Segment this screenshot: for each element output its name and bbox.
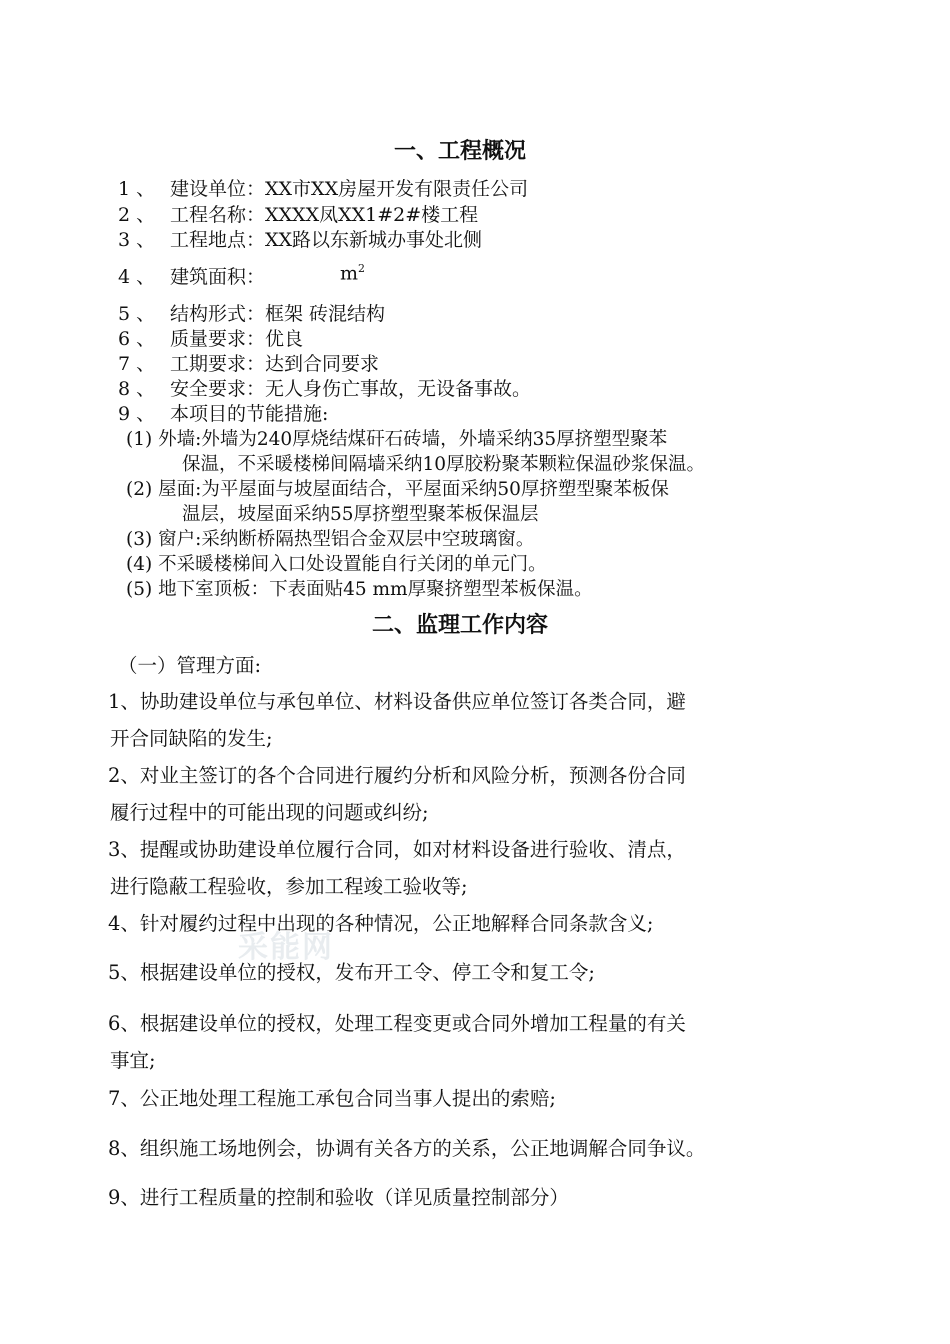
area-unit-base: m [340, 262, 359, 285]
content-paragraph: 3、提醒或协助建设单位履行合同，如对材料设备进行验收、清点， [108, 838, 686, 861]
item-number: 4 、 [118, 266, 156, 288]
measure-line: (2) 屋面:为平屋面与坡屋面结合，平屋面采纳50厚挤塑型聚苯板保 [126, 479, 669, 500]
content-paragraph: 9、进行工程质量的控制和验收（详见质量控制部分） [108, 1186, 569, 1209]
section-1-title: 一、工程概况 [393, 139, 526, 164]
content-paragraph: 7、公正地处理工程施工承包合同当事人提出的索赔; [108, 1087, 556, 1110]
item-text: 安全要求：无人身伤亡事故，无设备事故。 [170, 378, 532, 400]
content-paragraph: 4、针对履约过程中出现的各种情况，公正地解释合同条款含义; [108, 912, 654, 935]
measure-line: (1) 外墙:外墙为240厚烧结煤矸石砖墙，外墙采纳35厚挤塑型聚苯 [126, 429, 668, 450]
measure-line: (4) 不采暖楼梯间入口处设置能自行关闭的单元门。 [126, 554, 547, 575]
measure-line: (5) 地下室顶板：下表面贴45 mm厚聚挤塑型苯板保温。 [126, 579, 593, 600]
item-text: 质量要求：优良 [170, 328, 304, 350]
section-2-title: 二、监理工作内容 [371, 613, 548, 638]
item-number: 7 、 [118, 353, 156, 375]
measure-line: 温层，坡屋面采纳55厚挤塑型聚苯板保温层 [182, 504, 539, 525]
item-number: 5 、 [118, 303, 156, 325]
item-text: 工程地点：XX路以东新城办事处北侧 [170, 229, 483, 251]
item-number: 6 、 [118, 328, 156, 350]
item-number: 3 、 [118, 229, 156, 251]
item-text: 结构形式：框架 砖混结构 [170, 303, 386, 325]
content-paragraph: 事宜; [110, 1049, 156, 1072]
content-paragraph: 开合同缺陷的发生; [110, 727, 273, 750]
area-unit [340, 262, 365, 284]
item-number: 2 、 [118, 204, 156, 226]
measure-line: (3) 窗户:采纳断桥隔热型铝合金双层中空玻璃窗。 [126, 529, 535, 550]
content-paragraph: 1、协助建设单位与承包单位、材料设备供应单位签订各类合同，避 [108, 690, 686, 713]
area-unit-exponent: 2 [358, 262, 366, 275]
item-number: 1 、 [118, 178, 156, 200]
content-paragraph: 5、根据建设单位的授权，发布开工令、停工令和复工令; [108, 961, 595, 984]
item-text: 建设单位：XX市XX房屋开发有限责任公司 [170, 178, 529, 200]
content-paragraph: 6、根据建设单位的授权，处理工程变更或合同外增加工程量的有关 [108, 1012, 686, 1035]
item-text: 工程名称：XXXX凤XX1#2#楼工程 [170, 204, 479, 226]
item-text: 建筑面积： [170, 266, 266, 288]
subsection-title: （一）管理方面: [118, 654, 262, 677]
item-text: 本项目的节能措施: [170, 403, 329, 425]
content-paragraph: 8、组织施工场地例会，协调有关各方的关系，公正地调解合同争议。 [108, 1137, 706, 1160]
measure-line: 保温，不采暖楼梯间隔墙采纳10厚胶粉聚苯颗粒保温砂浆保温。 [182, 454, 706, 475]
content-paragraph: 履行过程中的可能出现的问题或纠纷; [110, 801, 429, 824]
content-paragraph: 2、对业主签订的各个合同进行履约分析和风险分析，预测各份合同 [108, 764, 686, 787]
item-number: 8 、 [118, 378, 156, 400]
item-number: 9 、 [118, 403, 156, 425]
watermark-logo: 采能网 [238, 930, 334, 965]
content-paragraph: 进行隐蔽工程验收，参加工程竣工验收等; [110, 875, 468, 898]
item-text: 工期要求：达到合同要求 [170, 353, 380, 375]
